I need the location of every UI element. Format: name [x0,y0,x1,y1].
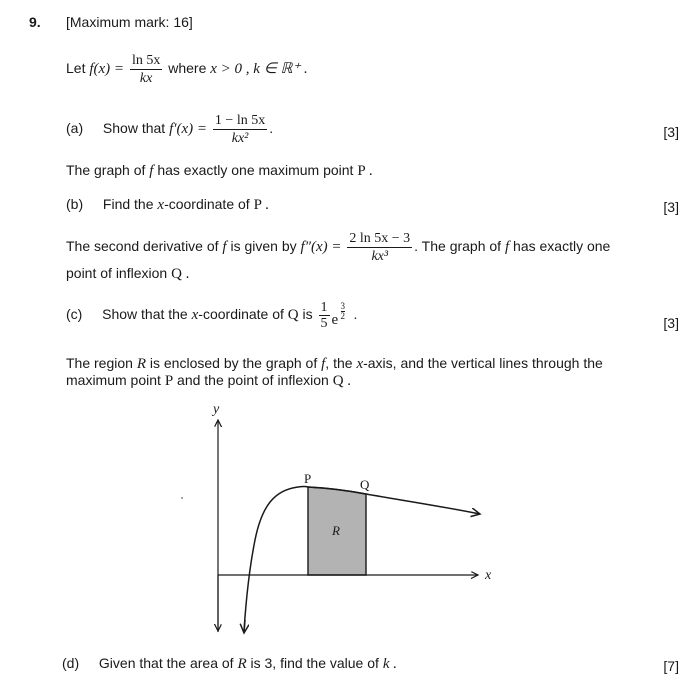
intro-denominator: kx [139,71,153,86]
intro-let: Let [66,60,86,77]
part-b-x: x [157,197,165,213]
point-Q-label: Q [360,477,370,492]
part-a-mark: [3] [663,124,679,140]
pre-d-P: P [164,373,174,389]
part-d-mark: [7] [663,658,679,674]
pre-c-t3: . The graph of [414,238,502,255]
part-d-R: R [237,656,247,672]
pre-d-l2a: maximum point [66,372,161,388]
intro-numerator: ln 5x [131,53,161,68]
part-a-numerator: 1 − ln 5x [214,113,266,128]
pre-d-l1c: , the [325,355,353,371]
part-c-label: (c) [66,306,83,323]
part-c-x: x [191,307,199,324]
pre-d-R: R [136,356,146,372]
pre-c-line2-text: point of inflexion [66,265,168,281]
part-c-exp-num: 3 [340,301,346,312]
pre-d-l1b: is enclosed by the graph of [149,355,318,371]
part-a-label: (a) [66,120,84,137]
part-b-label: (b) [66,196,84,212]
question-number: 9. [29,14,41,30]
part-c-numerator: 1 [320,300,328,315]
part-c-e: e [331,312,339,329]
part-c-t1: Show that the [102,306,188,323]
point-P-label: P [304,471,312,486]
part-c-denominator: 5 [320,316,328,331]
part-b-t1: Find the [102,196,154,212]
part-d-t1: Given that the area of [98,655,234,671]
part-a-denominator: kx² [231,131,249,146]
intro-fx: f(x) = [89,61,125,78]
intro-condition: x > 0 , k ∈ ℝ⁺ . [210,61,308,78]
pre-d-l2b: and the point of inflexion [177,372,329,388]
region-R-label: R [332,523,340,538]
pre-d-x: x [356,356,364,372]
part-b-t2: -coordinate of [164,196,250,212]
part-b-P: P . [253,197,269,213]
pre-c-t1: The second derivative of [66,238,219,255]
pre-d-f: f [321,356,326,372]
scan-dot [181,497,183,499]
part-c-exp-den: 2 [340,311,346,322]
maximum-mark: [Maximum mark: 16] [66,14,193,30]
pre-d-Q: Q . [332,373,352,389]
part-a-text: Show that [102,120,166,137]
pre-c-Q: Q . [171,266,190,282]
pre-c-lhs: f″(x) = [300,239,342,256]
pre-b-t2: has exactly one maximum point [157,162,354,178]
pre-c-f: f [222,239,227,256]
part-c-mark: [3] [663,315,679,331]
part-c-is: is [302,306,313,323]
part-a-end: . [269,120,274,137]
pre-c-t4: has exactly one [513,238,611,255]
pre-c-t2: is given by [230,238,297,255]
part-c-end: . [353,306,358,323]
pre-d-l1a: The region [66,355,133,371]
pre-c-f2: f [504,239,510,256]
pre-b-t1: The graph of [66,162,146,178]
pre-b-P: P . [357,163,373,179]
x-axis-label: x [485,568,492,583]
intro-where: where [168,60,207,77]
part-d-k: k . [382,656,397,672]
pre-b-f: f [149,163,154,179]
part-c-Q: Q [287,307,299,324]
y-axis-label: y [213,402,220,417]
pre-c-numerator: 2 ln 5x − 3 [349,231,411,246]
part-a-lhs: f′(x) = [169,121,208,138]
curve-down-arrow [244,620,245,633]
part-d-label: (d) [62,655,80,671]
part-d-t2: is 3, find the value of [250,655,379,671]
pre-d-l1d: -axis, and the vertical lines through the [363,355,603,371]
pre-c-denominator: kx³ [371,249,389,264]
part-c-t2: -coordinate of [198,306,284,323]
part-d [62,655,397,673]
part-b-mark: [3] [663,199,679,215]
